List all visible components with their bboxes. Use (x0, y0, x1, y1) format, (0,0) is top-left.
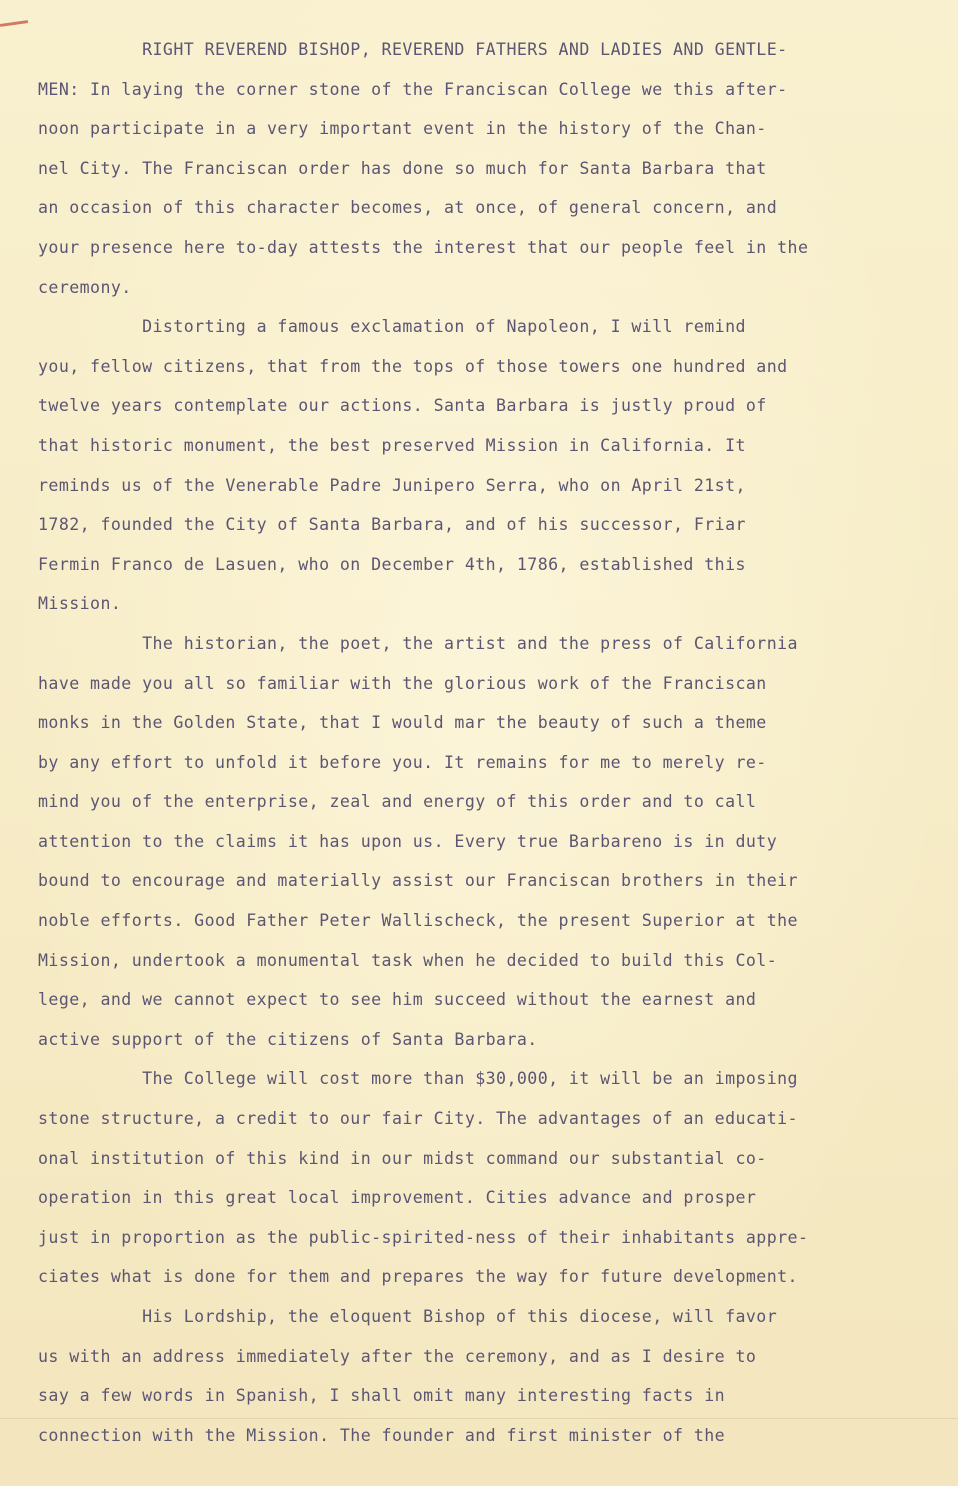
text-line: twelve years contemplate our actions. Santa Barbara is justly proud of (38, 396, 767, 416)
text-line: onal institution of this kind in our midst command our substantial co- (38, 1148, 767, 1168)
text-line: Mission, undertook a monumental task when he decided to build this Col- (38, 950, 778, 970)
typed-speech-text (38, 30, 918, 1455)
text-line: active support of the citizens of Santa Barbara. (38, 1029, 538, 1049)
text-line: Distorting a famous exclamation of Napoleon, I will remind (38, 317, 746, 337)
text-line: operation in this great local improvement. Cities advance and prosper (38, 1188, 757, 1208)
text-line: noble efforts. Good Father Peter Wallischeck, the present Superior at the (38, 911, 798, 931)
text-line: by any effort to unfold it before you. It remains for me to merely re- (38, 752, 767, 772)
text-line: just in proportion as the public-spirited-ness of their inhabitants appre- (38, 1227, 809, 1247)
text-line: The College will cost more than $30,000, it will be an imposing (38, 1069, 798, 1089)
text-line: mind you of the enterprise, zeal and energy of this order and to call (38, 792, 757, 812)
text-line: you, fellow citizens, that from the tops of those towers one hundred and (38, 356, 788, 376)
text-line: say a few words in Spanish, I shall omit many interesting facts in (38, 1386, 726, 1406)
text-line: 1782, founded the City of Santa Barbara, and of his successor, Friar (38, 515, 746, 535)
text-line: monks in the Golden State, that I would mar the beauty of such a theme (38, 713, 767, 733)
text-line: connection with the Mission. The founder and first minister of the (38, 1425, 726, 1445)
text-line: His Lordship, the eloquent Bishop of this diocese, will favor (38, 1307, 778, 1326)
text-line: bound to encourage and materially assist our Franciscan brothers in their (38, 871, 798, 891)
text-line: reminds us of the Venerable Padre Junipero Serra, who on April 21st, (38, 475, 746, 495)
text-line: that historic monument, the best preserved Mission in California. It (38, 435, 746, 455)
text-line: ceremony. (38, 277, 132, 297)
text-line: MEN: In laying the corner stone of the Franciscan College we this after- (38, 79, 788, 99)
text-line: stone structure, a credit to our fair City. The advantages of an educati- (38, 1109, 798, 1129)
text-line: RIGHT REVEREND BISHOP, REVEREND FATHERS AND LADIES AND GENTLE- (38, 40, 788, 59)
text-line: The historian, the poet, the artist and the press of California (38, 633, 798, 653)
text-line: noon participate in a very important event in the history of the Chan- (38, 119, 767, 139)
ink-mark (0, 20, 28, 27)
text-line: have made you all so familiar with the glorious work of the Franciscan (38, 673, 767, 693)
text-line: ciates what is done for them and prepares the way for future development. (38, 1267, 798, 1287)
text-line: Fermin Franco de Lasuen, who on December 4th, 1786, established this (38, 554, 746, 574)
text-line: Mission. (38, 594, 122, 614)
text-line: attention to the claims it has upon us. Every true Barbareno is in duty (38, 831, 778, 851)
text-line: lege, and we cannot expect to see him succeed without the earnest and (38, 990, 757, 1010)
text-line: an occasion of this character becomes, at once, of general concern, and (38, 198, 778, 218)
text-line: us with an address immediately after the ceremony, and as I desire to (38, 1346, 757, 1366)
text-line: nel City. The Franciscan order has done so much for Santa Barbara that (38, 158, 767, 178)
text-line: your presence here to-day attests the interest that our people feel in the (38, 237, 809, 257)
